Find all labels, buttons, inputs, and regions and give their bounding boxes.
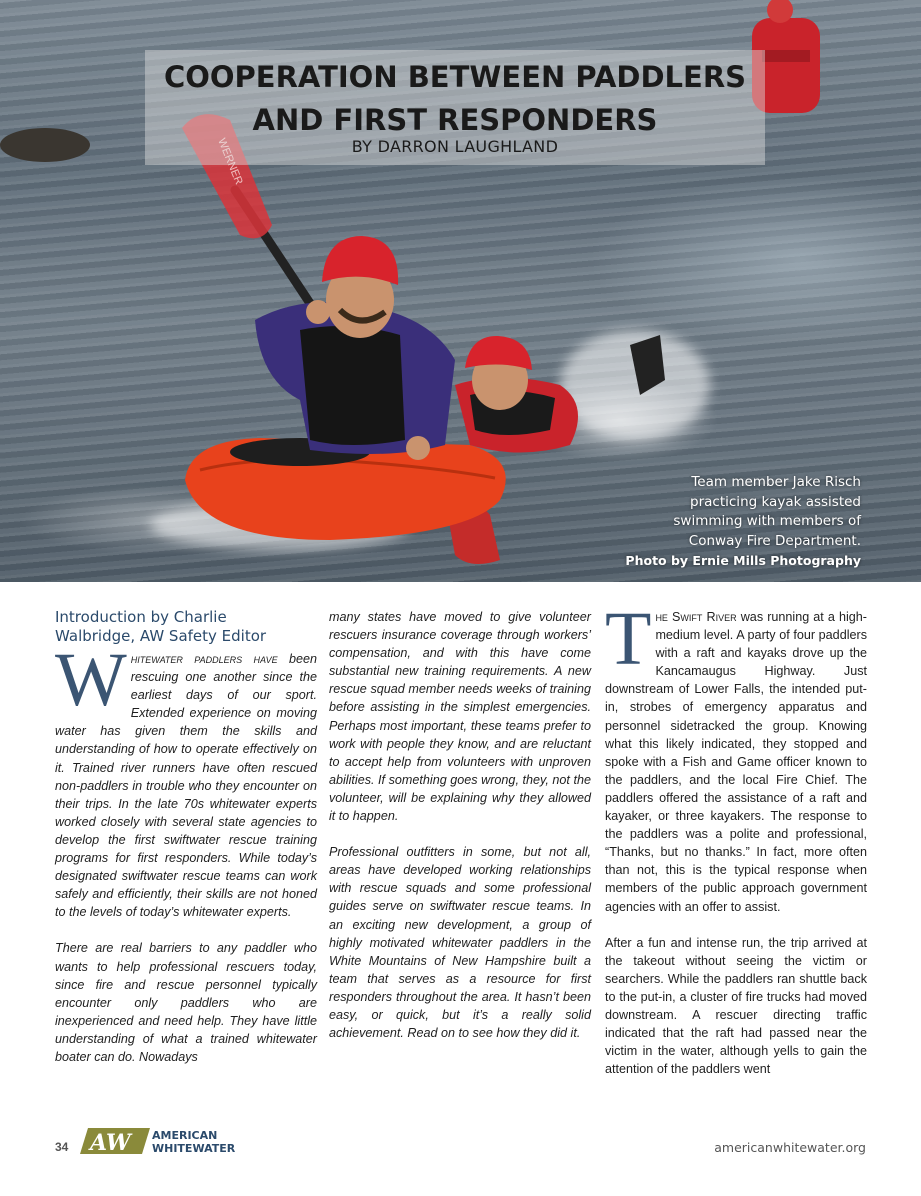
intro-column-1 [55,608,317,1084]
story-paragraph-1 [605,597,867,916]
title-line-2: AND FIRST RESPONDERS [252,103,658,137]
story-lead-in: he Swift River [655,610,737,624]
caption-line: practicing kayak assisted [690,493,861,510]
intro-lead-in: hitewater paddlers have [130,652,278,666]
paddle-brand-text: WERNER [215,136,245,187]
intro-heading [55,608,317,646]
logo-line-1-text: AMERICAN [152,1129,218,1142]
intro-paragraph-3: many states have moved to give volunteer rescuers insurance coverage through workers’ compensation, and with this have come substantial new training requirements. A new rescue squad member needs weeks of training before assisting in the simplest emergencies. Perhaps most important, these teams prefer to work with people they know, and are reluctant to accept help from volunteers with unproven abilities. If something goes wrong, they, not the volunteer, will be explaining why they allowed it to happen. [329,610,591,824]
article-title [145,56,765,142]
caption-line: Conway Fire Department. [688,532,861,549]
logo-line-2-text: WHITEWATER [152,1142,236,1155]
intro-paragraph-1-text: been rescuing one another since the earliest days of our sport. Extended experience on moving water has given them the skills and understanding of how to operate effectively on it. Trained river runners have often rescued non-paddlers in trouble who they encounter on their trips. In the late 70s whitewater experts worked closely with several state agencies to develop the first swiftwater rescue training programs for first responders. While today’s designated swiftwater rescue teams can work safely and efficiently, their skills are not honed to the levels of today’s whitewater experts. [55,652,317,920]
story-column [605,597,867,1096]
intro-column-2 [329,608,591,1060]
website-url: americanwhitewater.org [714,1140,866,1155]
swimmer [455,335,665,453]
caption-line: Team member Jake Risch [691,474,861,490]
intro-paragraph-1 [55,638,317,921]
title-line-1: COOPERATION BETWEEN PADDLERS [163,60,747,94]
intro-paragraph-2: There are real barriers to any paddler who wants to help professional rescuers today, since fire and rescue personnel typically encounter only paddlers who are inexperienced and need help. They have little understanding of what a trained whitewater boater can do. Nowadays [55,941,317,1064]
american-whitewater-logo [80,1126,270,1156]
hero-photo [0,0,921,582]
photo-caption [601,473,861,571]
intro-paragraph-4: Professional outfitters in some, but not all, areas have developed working relationships with rescue squads and some professional guides serve on swiftwater rescue teams. In an exciting new development, a group of highly motivated whitewater paddlers in the White Mountains of New Hampshire built a team that serves as a resource for first responders throughout the area. It hasn’t been easy, or quick, but it’s a really solid achievement. Read on to see how they did it. [329,845,591,1041]
page-number: 34 [55,1140,69,1154]
photo-credit: Photo by Ernie Mills Photography [625,553,861,568]
intro-heading-line-2: Walbridge, AW Safety Editor [55,627,267,645]
article-byline: BY DARRON LAUGHLAND [351,137,559,156]
logo-mark-text: AW [90,1130,131,1156]
story-paragraph-1-text: was running at a high-medium level. A party of four paddlers with a raft and kayaks drove up the Kancamaugus Highway. Just downstream of Lower Falls, the intended put-in, strobes of emergency apparatus and personnel sidetracked the group. Knowing what this likely indicated, they stopped and spoke with a Fish and Game officer known to the paddlers, and the local Fire Chief. The paddlers offered the assistance of a raft and kayaker, or three kayakers. The response to the paddlers was a polite and professional, “Thanks, but no thanks.” In fact, more often than not, this is the typical response when members of the public approach government agencies with an offer to assist. [605,610,867,914]
story-dropcap: T [605,597,652,681]
caption-line: swimming with members of [673,513,861,529]
intro-dropcap: W [55,638,127,722]
intro-heading-line-1: Introduction by Charlie [55,608,227,626]
story-paragraph-2: After a fun and intense run, the trip arrived at the takeout without seeing the victim or searchers. While the paddlers ran shuttle back to the put-in, a cluster of fire trucks had moved downstream. A rescuer directing traffic indicated that the raft had passed near the victim in the water, although yells to gain the attention of the paddlers went [605,935,867,1077]
